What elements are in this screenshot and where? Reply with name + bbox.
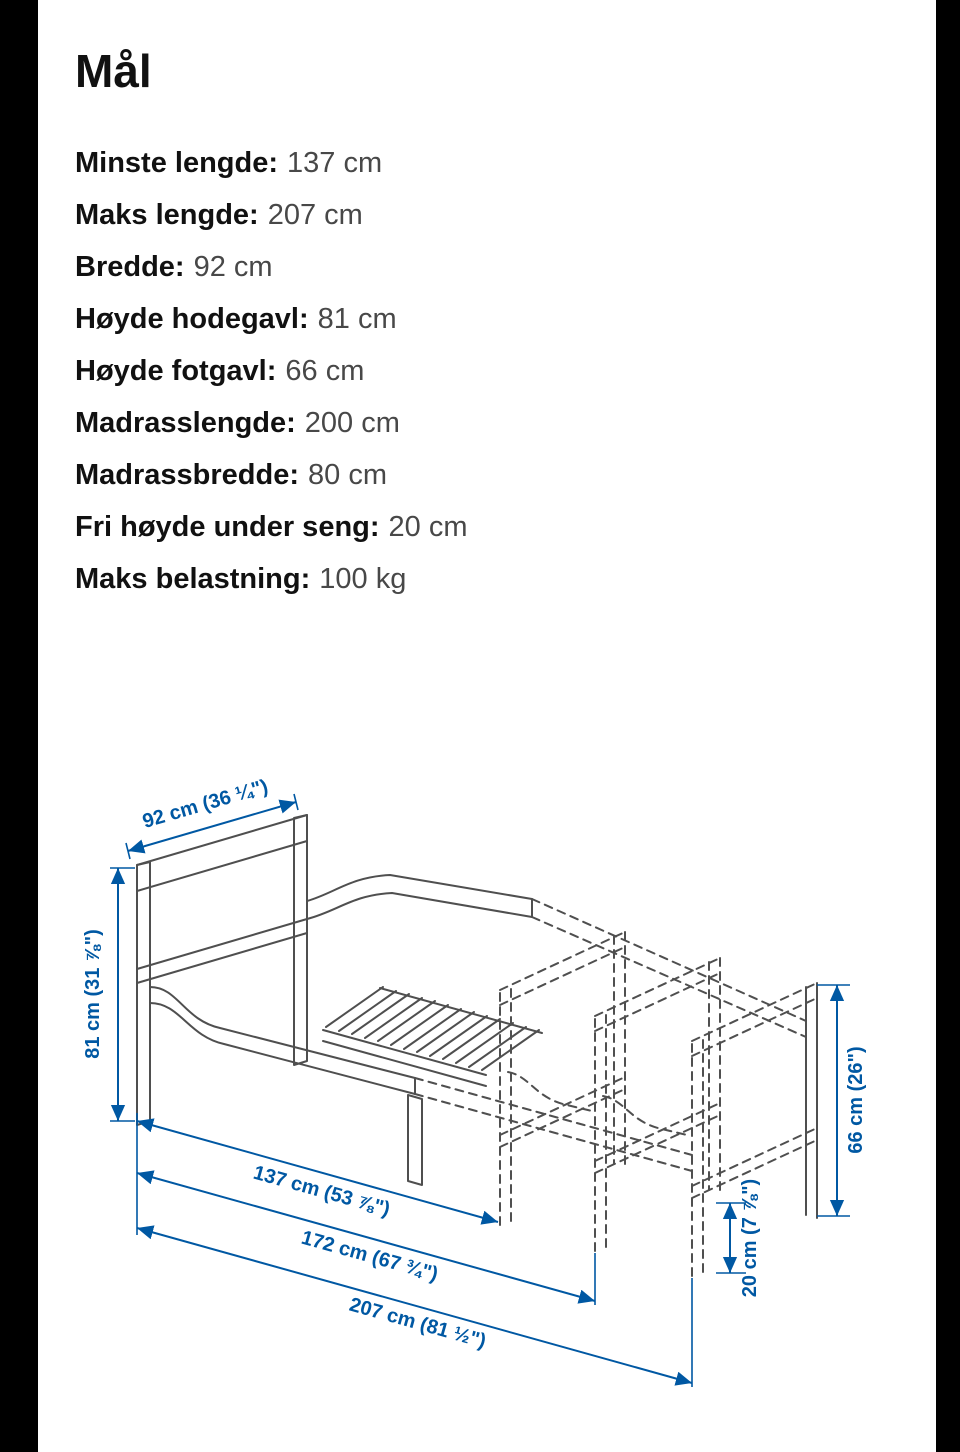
measurement-value: 66 cm bbox=[285, 354, 365, 387]
dimension-min-length-line bbox=[137, 1121, 498, 1222]
measurement-row bbox=[75, 189, 936, 241]
measurement-row bbox=[75, 449, 936, 501]
measurement-value: 20 cm bbox=[388, 510, 468, 543]
dim-mid-length-label: 172 cm (67 ¾") bbox=[298, 1226, 441, 1286]
measurement-value: 207 cm bbox=[267, 198, 363, 231]
measurement-row bbox=[75, 345, 936, 397]
measurement-list bbox=[75, 137, 936, 605]
measurement-label: Madrasslengde: bbox=[75, 406, 296, 439]
dim-footboard-height-label: 66 cm (26") bbox=[845, 1045, 867, 1154]
measurement-label: Maks belastning: bbox=[75, 562, 311, 595]
slatted-base bbox=[323, 987, 542, 1086]
measurement-row bbox=[75, 241, 936, 293]
measurement-label: Høyde hodegavl: bbox=[75, 302, 309, 335]
dim-max-length-label: 207 cm (81 ½") bbox=[346, 1293, 489, 1353]
right-letterbox-bar bbox=[936, 0, 960, 1452]
measurement-label: Minste lengde: bbox=[75, 146, 279, 179]
dim-width-label: 92 cm (36 ¼") bbox=[140, 775, 271, 833]
measurement-value: 81 cm bbox=[317, 302, 397, 335]
measurement-value: 200 cm bbox=[304, 406, 400, 439]
left-letterbox-bar bbox=[0, 0, 38, 1452]
measurement-row bbox=[75, 137, 936, 189]
headboard bbox=[137, 815, 307, 1125]
bed-dimensions-diagram bbox=[80, 773, 936, 1433]
extension-rails bbox=[415, 899, 806, 1171]
measurement-label: Høyde fotgavl: bbox=[75, 354, 277, 387]
measurement-value: 100 kg bbox=[319, 562, 407, 595]
measurement-label: Fri høyde under seng: bbox=[75, 510, 380, 543]
measurement-label: Madrassbredde: bbox=[75, 458, 300, 491]
dim-clearance-label: 20 cm (7 ⅞") bbox=[739, 1178, 761, 1297]
measurement-row bbox=[75, 553, 936, 605]
dim-headboard-height-label: 81 cm (31 ⅞") bbox=[82, 928, 104, 1059]
measurement-row bbox=[75, 397, 936, 449]
measurement-value: 80 cm bbox=[308, 458, 387, 491]
page-title: Mål bbox=[75, 45, 152, 97]
measurement-label: Bredde: bbox=[75, 250, 185, 283]
measurement-label: Maks lengde: bbox=[75, 198, 259, 231]
measurement-row bbox=[75, 501, 936, 553]
measurement-row bbox=[75, 293, 936, 345]
measurement-value: 137 cm bbox=[287, 146, 383, 179]
dim-min-length-label: 137 cm (53 ⅞") bbox=[250, 1161, 393, 1221]
measurements-section bbox=[38, 0, 936, 1452]
measurement-value: 92 cm bbox=[193, 250, 273, 283]
